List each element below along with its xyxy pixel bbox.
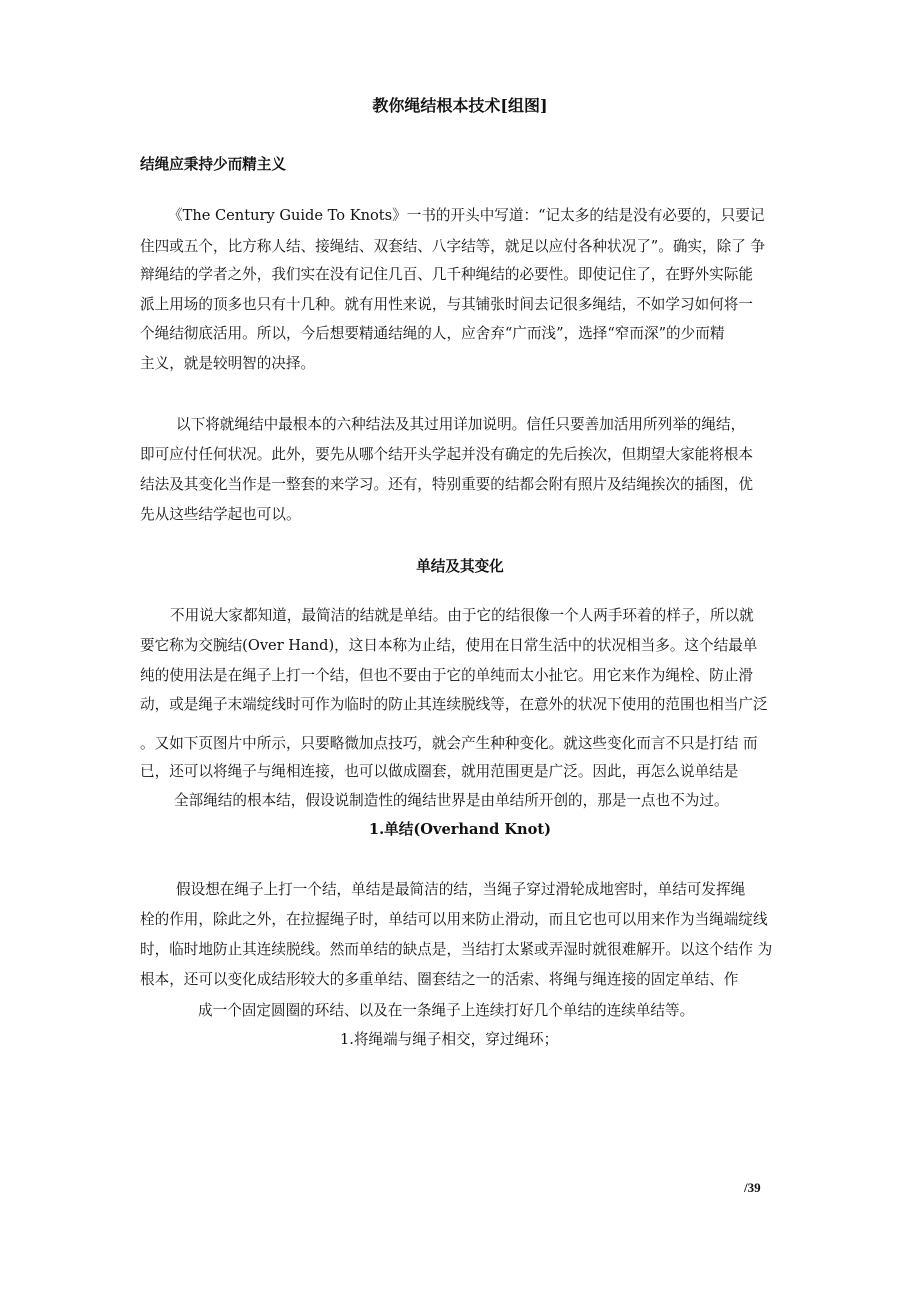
paragraph-line: 住四或五个，比方称人结、接绳结、双套结、八字结等，就足以应付各种状况了”。确实，除了 争 [140, 238, 766, 255]
paragraph-line: 派上用场的顶多也只有十几种。就有用性来说，与其铺张时间去记很多绳结，不如学习如何将一 [140, 296, 753, 313]
paragraph-line: 根本，还可以变化成结形较大的多重单结、圈套结之一的活索、将绳与绳连接的固定单结、作 [140, 971, 739, 988]
paragraph-line: 要它称为交腕结(Over Hand)，这日本称为止结，使用在日常生活中的状况相当多。这个结最单 [140, 637, 758, 654]
paragraph-line: 不用说大家都知道，最简洁的结就是单结。由于它的结很像一个人两手环着的样子，所以就 [170, 607, 754, 624]
paragraph-line: 结法及其变化当作是一整套的来学习。还有，特别重要的结都会附有照片及结绳挨次的插图，优 [140, 476, 753, 493]
paragraph-line: 时，临时地防止其连续脱线。然而单结的缺点是，当结打太紧或弄湿时就很难解开。以这个结作 为 [140, 941, 773, 958]
paragraph-line: 《The Century Guide To Knots》一书的开头中写道：“记太多的结是没有必要的，只要记 [168, 207, 765, 224]
section-heading: 结绳应秉持少而精主义 [140, 156, 286, 173]
paragraph-line: 动，或是绳子末端绽线时可作为临时的防止其连续脱线等，在意外的状况下使用的范围也相当广泛 [140, 696, 768, 713]
paragraph-line: 成一个固定圆圈的环结、以及在一条绳子上连续打好几个单结的连续单结等。 [198, 1002, 695, 1019]
paragraph-line: 栓的作用，除此之外，在拉握绳子时，单结可以用来防止滑动，而且它也可以用来作为当绳端绽线 [140, 911, 768, 928]
page-number: /39 [744, 1180, 761, 1195]
paragraph-line: 主义，就是较明智的决择。 [140, 355, 316, 372]
paragraph-line: 以下将就绳结中最根本的六种结法及其过用详加说明。信任只要善加活用所列举的绳结， [176, 416, 746, 433]
paragraph-line: 纯的使用法是在绳子上打一个结，但也不要由于它的单纯而太小扯它。用它来作为绳栓、防止滑 [140, 667, 753, 684]
paragraph-line: 假设想在绳子上打一个结，单结是最简洁的结，当绳子穿过滑轮成地窖时，单结可发挥绳 [176, 881, 746, 898]
document-title: 教你绳结根本技术[组图] [372, 96, 548, 115]
paragraph-line: 。又如下页图片中所示，只要略微加点技巧，就会产生种种变化。就这些变化而言不只是打结 而 [140, 735, 758, 752]
paragraph-line: 已，还可以将绳子与绳相连接，也可以做成圈套，就用范围更是广泛。因此，再怎么说单结是 [140, 763, 739, 780]
step-caption: 1.将绳端与绳子相交，穿过绳环； [340, 1031, 559, 1048]
paragraph-line: 辩绳结的学者之外，我们实在没有记住几百、几千种绳结的必要性。即使记住了，在野外实际能 [140, 266, 753, 283]
section-heading: 单结及其变化 [416, 558, 504, 575]
section-heading: 1.单结(Overhand Knot) [368, 821, 552, 838]
paragraph-line: 即可应付任何状况。此外，要先从哪个结开头学起并没有确定的先后挨次，但期望大家能将根本 [140, 446, 753, 463]
paragraph-line: 个绳结彻底活用。所以，今后想要精通结绳的人，应舍弃“广而浅”，选择“窄而深”的少而精 [140, 325, 725, 342]
paragraph-line: 全部绳结的根本结，假设说制造性的绳结世界是由单结所开创的，那是一点也不为过。 [174, 792, 729, 809]
paragraph-line: 先从这些结学起也可以。 [140, 506, 301, 523]
